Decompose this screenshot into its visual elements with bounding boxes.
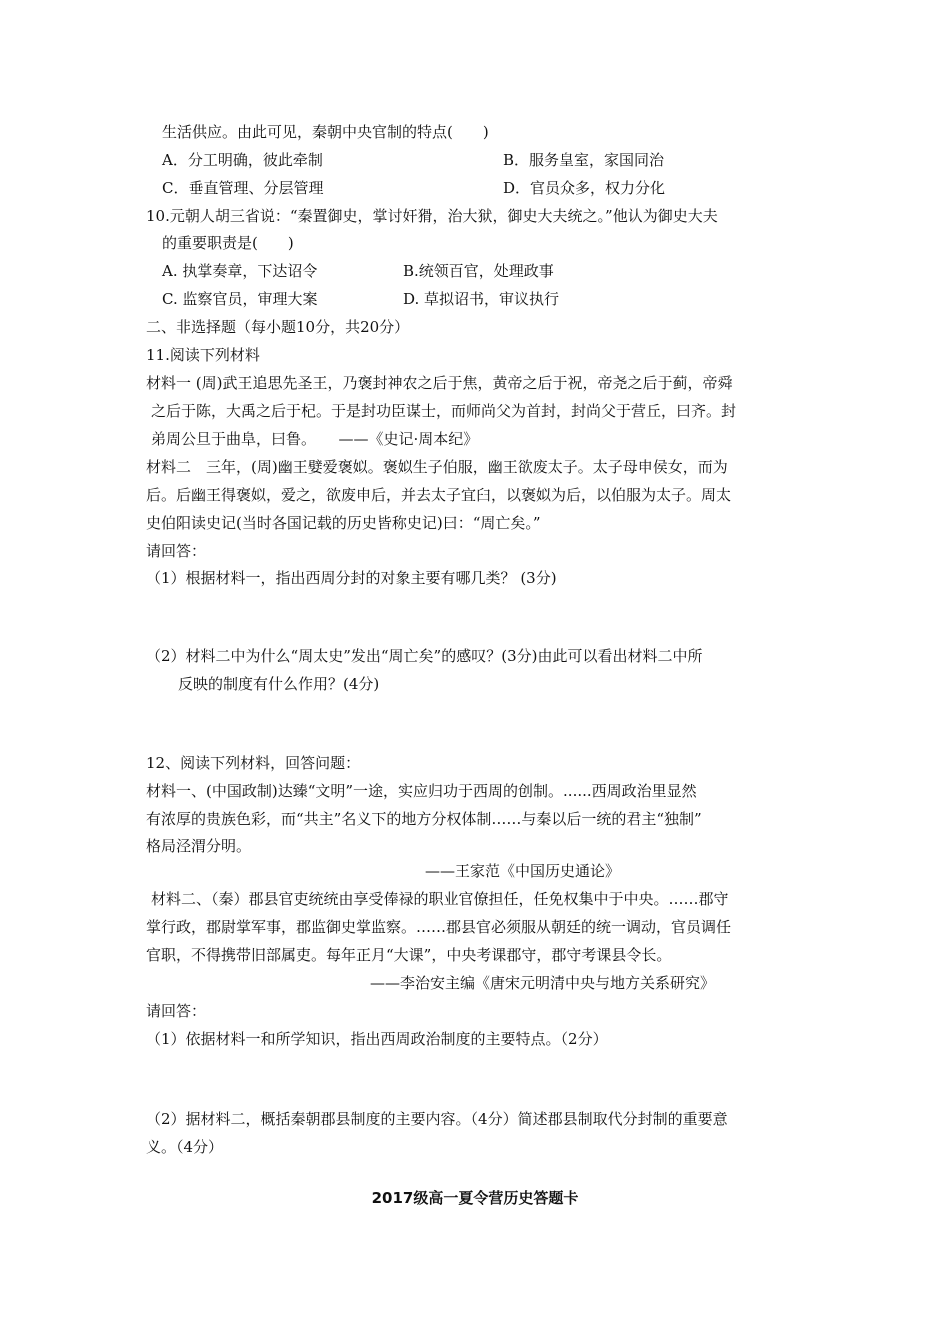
q9-stem-continuation: 生活供应。由此可见，秦朝中央官制的特点( ) [162, 123, 489, 141]
q11-material1-line1: 材料一 (周)武王追思先圣王，乃褒封神农之后于焦，黄帝之后于祝，帝尧之后于蓟，帝舜 [146, 374, 733, 392]
q9-option-c: C．垂直管理、分层管理 [162, 179, 324, 197]
q12-heading: 12、阅读下列材料，回答问题： [146, 754, 361, 772]
q11-material1-line2: 之后于陈，大禹之后于杞。于是封功臣谋士，而师尚父为首封，封尚父于营丘，曰齐。封 [151, 402, 737, 420]
q12-material1-line2: 有浓厚的贵族色彩，而“共主”名义下的地方分权体制……与秦以后一统的君主“独制” [146, 810, 702, 828]
q10-stem-line2: 的重要职责是( ) [162, 234, 294, 252]
q11-material1-line3: 弟周公旦于曲阜，曰鲁。 ——《史记·周本纪》 [151, 430, 479, 448]
q12-material1-source: ——王家范《中国历史通论》 [425, 862, 621, 880]
answer-card-title: 2017级高一夏令营历史答题卡 [371, 1189, 579, 1207]
q10-option-d: D. 草拟诏书，审议执行 [403, 290, 560, 308]
q12-material1-line1: 材料一、(中国政制)达臻“文明”一途，实应归功于西周的创制。......西周政治里显然 [146, 782, 697, 800]
q11-subquestion-1: （1）根据材料一，指出西周分封的对象主要有哪几类？ (3分) [146, 569, 557, 587]
q11-material2-line3: 史伯阳读史记(当时各国记载的历史皆称史记)曰：“周亡矣。” [146, 514, 541, 532]
q10-option-c: C. 监察官员，审理大案 [162, 290, 318, 308]
section-heading: 二、非选择题（每小题10分，共20分） [146, 318, 410, 336]
q9-option-b: B．服务皇室，家国同治 [503, 151, 665, 169]
q11-subquestion-2-line2: 反映的制度有什么作用？(4分) [178, 675, 380, 693]
q12-material1-line3: 格局泾渭分明。 [146, 837, 252, 855]
q12-prompt: 请回答： [146, 1002, 207, 1020]
q12-subquestion-1: （1）依据材料一和所学知识，指出西周政治制度的主要特点。（2分） [146, 1030, 608, 1048]
q12-subquestion-2-line1: （2）据材料二，概括秦朝郡县制度的主要内容。（4分）简述郡县制取代分封制的重要意 [146, 1110, 728, 1128]
q12-material2-line1: 材料二、（秦）郡县官吏统统由享受俸禄的职业官僚担任，任免权集中于中央。……郡守 [151, 890, 729, 908]
q11-subquestion-2-line1: （2）材料二中为什么“周太史”发出“周亡矣”的感叹？(3分)由此可以看出材料二中所 [146, 647, 703, 665]
q9-option-a: A．分工明确，彼此牵制 [162, 151, 323, 169]
q9-option-d: D．官员众多，权力分化 [503, 179, 666, 197]
q11-prompt: 请回答： [146, 542, 207, 560]
q10-stem-line1: 10.元朝人胡三省说：“秦置御史，掌讨奸猾，治大狱，御史大夫统之。”他认为御史大夫 [146, 207, 718, 225]
q10-option-a: A. 执掌奏章，下达诏令 [162, 262, 318, 280]
q12-material2-line2: 掌行政，郡尉掌军事，郡监御史掌监察。……郡县官必须服从朝廷的统一调动，官员调任 [146, 918, 732, 936]
q10-option-b: B.统领百官，处理政事 [403, 262, 554, 280]
q12-subquestion-2-line2: 义。（4分） [146, 1138, 224, 1156]
q12-material2-line3: 官职，不得携带旧部属吏。每年正月“大课”，中央考课郡守，郡守考课县令长。 [146, 946, 672, 964]
q11-material2-line1: 材料二 三年，(周)幽王嬖爱褒姒。褒姒生子伯服，幽王欲废太子。太子母申侯女，而为 [146, 458, 728, 476]
q12-material2-source: ——李治安主编《唐宋元明清中央与地方关系研究》 [370, 974, 716, 992]
q11-heading: 11.阅读下列材料 [146, 346, 260, 364]
q11-material2-line2: 后。后幽王得褒姒，爱之，欲废申后，并去太子宜臼，以褒姒为后，以伯服为太子。周太 [146, 486, 732, 504]
